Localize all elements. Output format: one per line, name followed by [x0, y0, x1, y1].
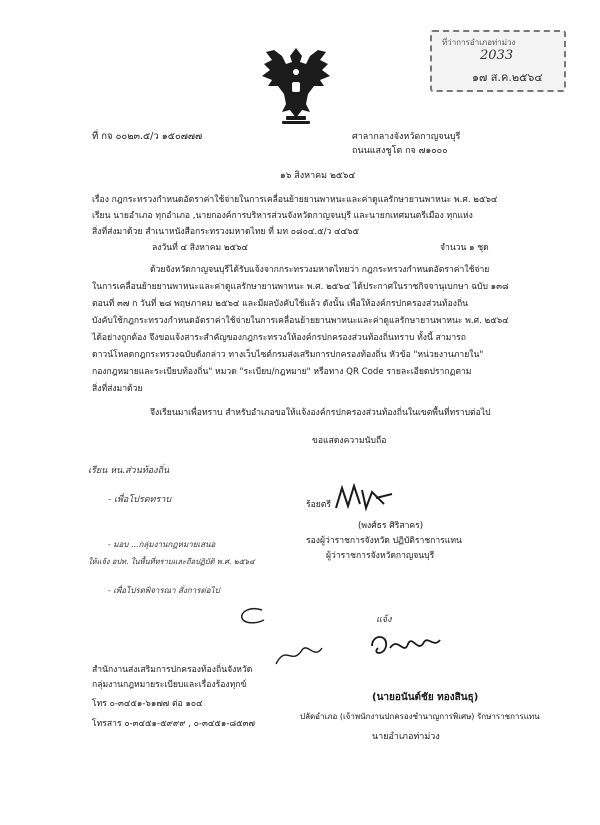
- paragraph1-line2: ในการเคลื่อนย้ายยานพาหนะและค่าดูแลรักษายานพาหนะ พ.ศ. ๒๕๖๔ ได้ประกาศในราชกิจจานุเบกษา ฉบับ ๑๓๘: [92, 282, 509, 292]
- signatory1-position1: รองผู้ว่าราชการจังหวัด ปฏิบัติราชการแทน: [306, 536, 462, 546]
- paragraph1-line5: ได้อย่างถูกต้อง จึงขอแจ้งสาระสำคัญของกฎกระทรวงให้องค์กรปกครองส่วนท้องถิ่นทราบ ทั้งนี้ สามารถ: [92, 333, 466, 343]
- paragraph1-line6: ดาวน์โหลดกฎกระทรวงฉบับดังกล่าว ทางเว็บไซต์กรมส่งเสริมการปกครองท้องถิ่น หัวข้อ "หน่วยงานภายใน": [92, 350, 484, 360]
- received-stamp: [430, 30, 566, 92]
- paragraph1-line1: ด้วยจังหวัดกาญจนบุรีได้รับแจ้งจากกระทรวงมหาดไทยว่า กฎกระทรวงกำหนดอัตราค่าใช้จ่าย: [150, 265, 490, 275]
- handwritten-note-1: เรียน หน.ส่วนท้องถิ่น: [88, 466, 170, 476]
- signature-2: [368, 628, 444, 662]
- paragraph1-line4: บังคับใช้กฎกระทรวงกำหนดอัตราค่าใช้จ่ายในการเคลื่อนย้ายยานพาหนะและค่าดูแลรักษายานพาหนะ พ.ศ. ๒๕๖๔: [92, 316, 509, 326]
- footer-phone: โทร ๐-๓๔๕๑-๖๑๗๗ ต่อ ๑๐๔: [92, 699, 203, 709]
- handwritten-note-3: - มอบ ...กลุ่มงานกฎหมายเสนอ: [108, 540, 216, 549]
- paragraph1-line8: สิ่งที่ส่งมาด้วย: [92, 384, 143, 394]
- signatory2-position2: นายอำเภอท่าม่วง: [372, 732, 440, 742]
- stamp-office: ที่ว่าการอำเภอท่าม่วง: [442, 38, 516, 47]
- footer-office-name: สำนักงานส่งเสริมการปกครองท้องถิ่นจังหวัด: [92, 665, 253, 675]
- signature-3: [272, 640, 326, 670]
- garuda-emblem: [256, 42, 336, 126]
- initial-mark: [236, 604, 270, 628]
- handwritten-note-5: - เพื่อโปรดพิจารณา สั่งการต่อไป: [108, 586, 220, 595]
- footer-office-division: กลุ่มงานกฎหมายระเบียบและเรื่องร้องทุกข์: [92, 680, 247, 690]
- stamp-number: 2033: [480, 48, 514, 63]
- enclosure-date: ลงวันที่ ๔ สิงหาคม ๒๕๖๔: [152, 243, 248, 253]
- signatory2-position1: ปลัดอำเภอ (เจ้าพนักงานปกครองชำนาญการพิเศษ) รักษาราชการแทน: [300, 712, 540, 721]
- paragraph2: จึงเรียนมาเพื่อทราบ สำหรับอำเภอขอให้แจ้งองค์กรปกครองส่วนท้องถิ่นในเขตพื้นที่ทราบต่อไป: [150, 408, 491, 418]
- enclosure-line: สิ่งที่ส่งมาด้วย สำเนาหนังสือกระทรวงมหาดไทย ที่ มท ๐๘๐๔.๕/ว ๔๔๖๕: [92, 227, 360, 237]
- signature-1: [332, 480, 396, 514]
- signatory1-rank: ร้อยตรี: [306, 500, 332, 510]
- org-address: ถนนแสงชูโต กจ ๗๑๐๐๐: [352, 146, 448, 156]
- subject-line: เรื่อง กฎกระทรวงกำหนดอัตราค่าใช้จ่ายในการเคลื่อนย้ายยานพาหนะและค่าดูแลรักษายานพาหนะ พ.ศ. ๒๕๖๔: [92, 195, 498, 205]
- stamp-date: ๑๗ ส.ค.๒๕๖๔: [472, 71, 543, 84]
- closing: ขอแสดงความนับถือ: [312, 436, 387, 446]
- handwritten-sig2-note: แจ้ง: [376, 615, 392, 625]
- enclosure-count: จำนวน ๑ ชุด: [440, 243, 489, 253]
- recipient-line: เรียน นายอำเภอ ทุกอำเภอ ,นายกองค์การบริหารส่วนจังหวัดกาญจนบุรี และนายกเทศมนตรีเมือง ทุกแห่ง: [92, 211, 473, 221]
- footer-fax: โทรสาร ๐-๓๔๕๑-๕๙๙๙ , ๐-๓๔๕๑-๘๕๓๗: [92, 719, 255, 729]
- handwritten-note-2: - เพื่อโปรดทราบ: [108, 495, 172, 505]
- signatory2-name: (นายอนันต์ชัย ทองสินธุ): [372, 692, 479, 703]
- document-number: ที่ กจ ๐๐๒๓.๕/ว ๑๕๐๗๗๗: [92, 131, 203, 142]
- paragraph1-line3: ตอนที่ ๓๗ ก วันที่ ๒๘ พฤษภาคม ๒๕๖๔ และมีผลบังคับใช้แล้ว ดังนั้น เพื่อให้องค์กรปกครองส่วนท้องถิ่น: [92, 299, 469, 309]
- signatory1-position2: ผู้ว่าราชการจังหวัดกาญจนบุรี: [326, 551, 435, 561]
- paragraph1-line7: กองกฎหมายและระเบียบท้องถิ่น" หมวด "ระเบียบ/กฎหมาย" หรือทาง QR Code รายละเอียดปรากฏตาม: [92, 367, 472, 377]
- document-date: ๑๖ สิงหาคม ๒๕๖๔: [280, 171, 356, 181]
- signatory1-name: (พงศ์ธร ศิริสาคร): [358, 521, 424, 531]
- org-name: ศาลากลางจังหวัดกาญจนบุรี: [352, 132, 461, 142]
- handwritten-note-4: ให้แจ้ง อปท. ในพื้นที่ทราบและถือปฏิบัติ พ.ศ. ๒๕๖๔: [88, 557, 255, 566]
